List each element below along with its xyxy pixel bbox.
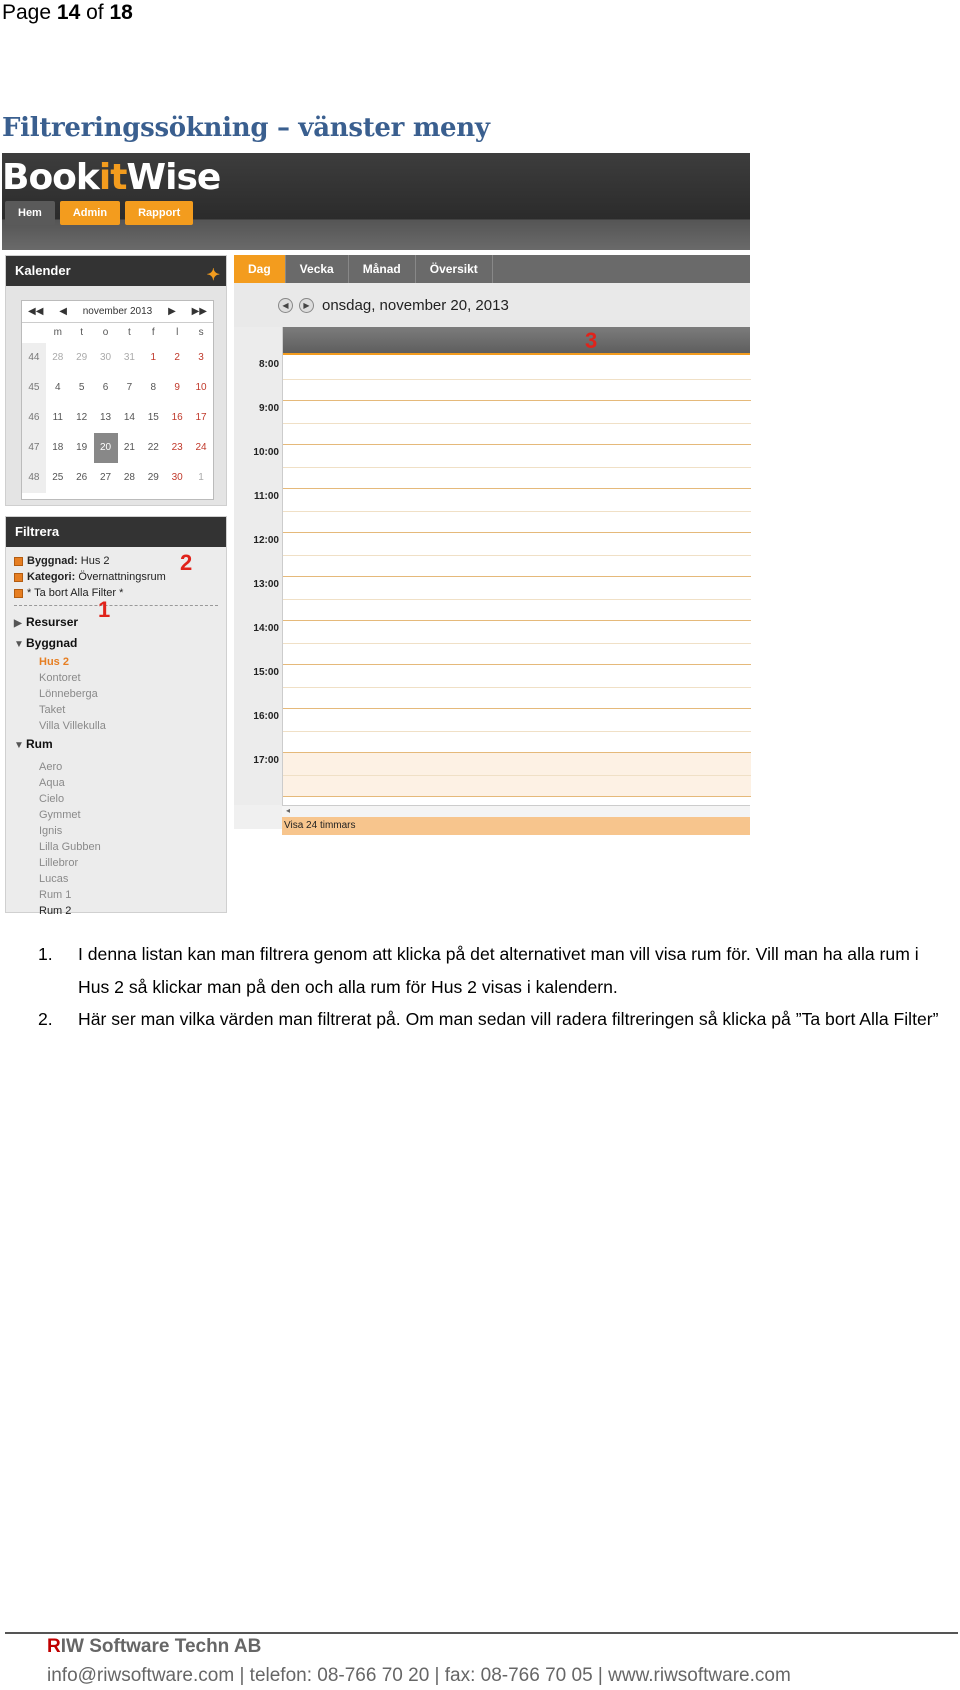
time-label: 15:00 <box>253 667 279 678</box>
bell-icon[interactable]: ✦ <box>206 267 220 284</box>
calendar-day[interactable]: 1 <box>150 352 157 363</box>
weekday-label: m <box>53 327 62 338</box>
week-number: 46 <box>22 403 46 433</box>
footer-company: RIW Software Techn AB <box>47 1636 262 1657</box>
remove-filter-icon[interactable] <box>14 557 23 566</box>
section-resurser[interactable]: ▶ Resurser <box>14 612 218 633</box>
room-item[interactable]: Rum 2 <box>39 905 72 917</box>
week-number: 44 <box>22 343 46 373</box>
expand-arrow-icon: ▶ <box>14 618 22 629</box>
building-item[interactable]: Lönneberga <box>39 688 98 700</box>
marker-2: 2 <box>180 550 193 575</box>
room-item[interactable]: Rum 1 <box>39 889 72 901</box>
tab-dag[interactable]: Dag <box>234 255 286 283</box>
prev-month-icon[interactable]: ◀ <box>59 306 67 317</box>
calendar-day[interactable]: 28 <box>52 352 64 363</box>
remove-filter-icon[interactable] <box>14 573 23 582</box>
filter-panel <box>5 516 227 917</box>
room-item[interactable]: Ignis <box>39 825 63 837</box>
list-item: 2. Här ser man vilka värden man filtrerat på. Om man sedan vill radera filtreringen så klicka på ”Ta bort Alla Filter” <box>38 1009 939 1029</box>
app-screenshot <box>2 153 750 917</box>
calendar-panel-title: Kalender ✦ <box>6 256 226 286</box>
calendar-day[interactable]: 28 <box>123 472 135 483</box>
room-item[interactable]: Cielo <box>39 793 65 805</box>
week-number: 47 <box>22 433 46 463</box>
next-year-icon[interactable]: ▶▶ <box>191 306 207 317</box>
building-item[interactable]: Hus 2 <box>39 656 69 668</box>
building-item[interactable]: Kontoret <box>39 672 81 684</box>
time-label: 10:00 <box>253 447 279 458</box>
room-item[interactable]: Lucas <box>39 873 69 885</box>
room-item[interactable]: Lillebror <box>39 857 79 869</box>
nav-rapport-button[interactable]: Rapport <box>125 201 193 225</box>
building-item[interactable]: Villa Villekulla <box>39 720 106 732</box>
view-tabs <box>234 255 750 283</box>
calendar-day[interactable]: 1 <box>198 472 204 483</box>
horizontal-scrollbar[interactable]: ◂ <box>282 805 750 817</box>
current-date: onsdag, november 20, 2013 <box>322 296 509 314</box>
nav-admin-button[interactable]: Admin <box>60 201 120 225</box>
calendar-day[interactable]: 31 <box>123 352 135 363</box>
week-number: 48 <box>22 463 46 493</box>
hour-slot[interactable] <box>283 577 751 621</box>
prev-day-icon[interactable]: ◀ <box>278 298 293 313</box>
nav-hem-button[interactable]: Hem <box>5 201 55 225</box>
next-day-icon[interactable]: ▶ <box>299 298 314 313</box>
time-label: 12:00 <box>253 535 279 546</box>
show-24-hours-link[interactable]: Visa 24 timmars <box>282 817 750 835</box>
filter-tag-building[interactable]: Byggnad: Hus 2 <box>14 553 218 569</box>
weekday-label: o <box>102 327 109 338</box>
day-grid <box>234 327 750 829</box>
remove-filter-icon[interactable] <box>14 589 23 598</box>
weekday-label: s <box>198 327 204 338</box>
events-area[interactable] <box>282 327 750 805</box>
calendar-day[interactable]: 29 <box>147 472 159 483</box>
hour-slot[interactable] <box>283 753 751 797</box>
mini-calendar <box>21 300 214 500</box>
calendar-day[interactable]: 16 <box>171 412 183 423</box>
resource-header <box>283 327 750 355</box>
time-label: 16:00 <box>253 711 279 722</box>
calendar-day[interactable]: 7 <box>126 382 133 393</box>
calendar-day[interactable]: 26 <box>76 472 88 483</box>
next-month-icon[interactable]: ▶ <box>168 306 176 317</box>
calendar-day[interactable]: 29 <box>76 352 88 363</box>
calendar-day[interactable]: 27 <box>100 472 112 483</box>
time-label: 14:00 <box>253 623 279 634</box>
calendar-day[interactable]: 25 <box>52 472 64 483</box>
time-label: 8:00 <box>258 359 279 370</box>
numbered-list <box>38 938 943 1036</box>
time-label: 11:00 <box>253 491 279 502</box>
calendar-panel <box>5 255 227 506</box>
calendar-day[interactable]: 17 <box>195 412 207 423</box>
page-prefix: Page <box>2 1 52 24</box>
room-item[interactable]: Gymmet <box>39 809 81 821</box>
filter-panel-title: Filtrera <box>6 517 226 547</box>
time-label: 17:00 <box>253 755 279 766</box>
hour-slot[interactable] <box>283 357 751 401</box>
page-total: 18 <box>109 1 133 24</box>
week-number: 45 <box>22 373 46 403</box>
calendar-day[interactable]: 24 <box>195 442 207 453</box>
tab-oversikt[interactable]: Översikt <box>416 255 493 283</box>
marker-3: 3 <box>585 328 598 353</box>
calendar-day[interactable]: 6 <box>102 382 109 393</box>
time-label: 9:00 <box>258 403 279 414</box>
mini-calendar-header <box>22 301 213 323</box>
building-item[interactable]: Taket <box>39 704 66 716</box>
bookitwise-logo: BookitWise <box>2 157 221 198</box>
calendar-day[interactable]: 20 <box>94 433 118 463</box>
calendar-day[interactable]: 23 <box>171 442 183 453</box>
calendar-day[interactable]: 10 <box>195 382 207 393</box>
calendar-day[interactable]: 13 <box>100 412 112 423</box>
page-of: of <box>86 1 104 24</box>
calendar-day[interactable]: 3 <box>198 352 204 363</box>
calendar-day[interactable]: 12 <box>76 412 88 423</box>
date-row <box>234 283 750 327</box>
weekday-label: t <box>80 327 84 338</box>
mini-calendar-grid <box>22 323 213 493</box>
calendar-day[interactable]: 2 <box>174 352 180 363</box>
hour-slot[interactable] <box>283 533 751 577</box>
weekday-label: f <box>151 327 155 338</box>
calendar-day[interactable]: 11 <box>52 412 63 423</box>
page-current: 14 <box>56 1 81 24</box>
hour-slot[interactable] <box>283 489 751 533</box>
remove-all-filters-link[interactable]: * Ta bort Alla Filter * <box>14 585 218 601</box>
calendar-day[interactable]: 15 <box>147 412 159 423</box>
section-heading: Filtreringssökning – vänster meny <box>2 113 490 143</box>
day-view <box>234 255 750 829</box>
main-nav <box>5 201 193 225</box>
section-byggnad[interactable]: ▼ Byggnad <box>14 633 218 654</box>
hour-slot[interactable] <box>283 621 751 665</box>
calendar-day[interactable]: 5 <box>78 382 85 393</box>
week-column-header <box>22 323 46 343</box>
month-label: november 2013 <box>82 306 153 317</box>
footer-contact: info@riwsoftware.com | telefon: 08-766 70 20 | fax: 08-766 70 05 | www.riwsoftware.com <box>47 1665 791 1686</box>
room-item[interactable]: Lilla Gubben <box>39 841 101 853</box>
tab-vecka[interactable]: Vecka <box>286 255 349 283</box>
footer-divider <box>5 1632 958 1634</box>
time-column <box>234 327 282 805</box>
calendar-day[interactable]: 30 <box>171 472 183 483</box>
weekday-label: t <box>128 327 131 338</box>
calendar-day[interactable]: 21 <box>123 442 135 453</box>
room-item[interactable]: Aqua <box>39 777 65 789</box>
list-item: 1. I denna listan kan man filtrera genom att klicka på det alternativet man vill visa rum för. Vill man ha alla rum i Hus 2 så klickar man på den och alla rum för Hus 2 visas i kalendern. <box>38 944 919 997</box>
weekday-label: l <box>176 327 179 338</box>
calendar-day[interactable]: 14 <box>123 412 135 423</box>
marker-1: 1 <box>98 597 111 622</box>
calendar-day[interactable]: 8 <box>150 382 157 393</box>
hour-slot[interactable] <box>283 445 751 489</box>
section-rum[interactable]: ▼ Rum <box>14 734 218 755</box>
page-number <box>2 1 133 25</box>
time-label: 13:00 <box>253 579 279 590</box>
calendar-day[interactable]: 9 <box>174 382 180 393</box>
tab-manad[interactable]: Månad <box>349 255 416 283</box>
calendar-day[interactable]: 22 <box>147 442 159 453</box>
room-item[interactable]: Aero <box>39 761 63 773</box>
prev-year-icon[interactable]: ◀◀ <box>28 306 44 317</box>
hour-slot[interactable] <box>283 401 751 445</box>
hour-slot[interactable] <box>283 709 751 753</box>
filter-tag-category[interactable]: Kategori: Övernattningsrum <box>14 569 218 585</box>
calendar-day[interactable]: 4 <box>55 382 61 393</box>
app-header <box>2 153 750 250</box>
calendar-day[interactable]: 18 <box>52 442 64 453</box>
collapse-arrow-icon: ▼ <box>14 740 24 751</box>
calendar-day[interactable]: 30 <box>100 352 112 363</box>
calendar-day[interactable]: 19 <box>76 442 88 453</box>
hour-slot[interactable] <box>283 665 751 709</box>
collapse-arrow-icon: ▼ <box>14 639 24 650</box>
